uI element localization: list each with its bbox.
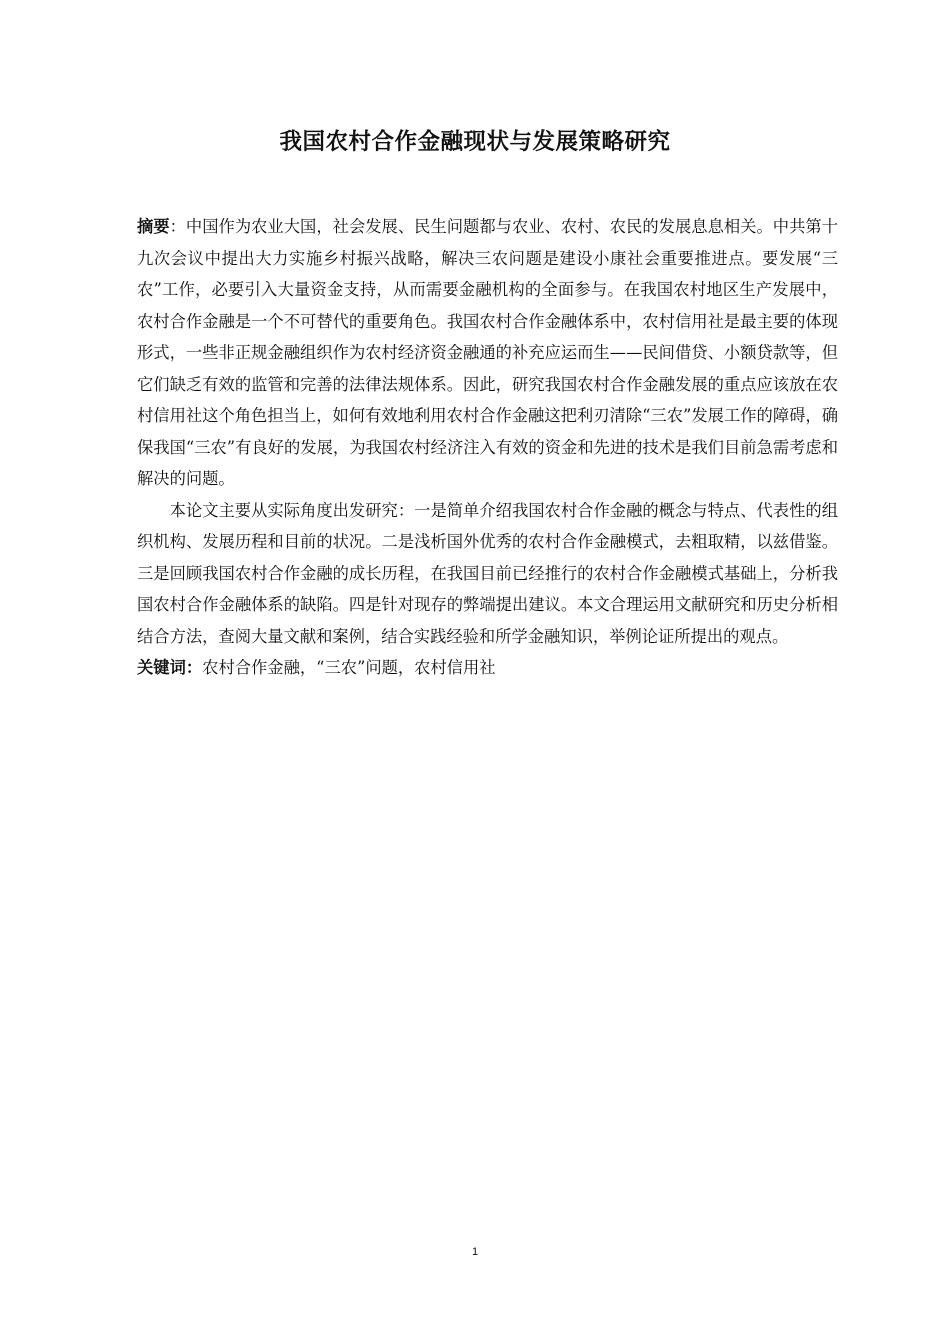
keywords-separator: ： xyxy=(185,658,203,677)
keywords-label: 关键词 xyxy=(137,658,186,677)
abstract-separator: ： xyxy=(169,217,186,236)
keywords-text: 农村合作金融，“三农”问题，农村信用社 xyxy=(202,658,496,677)
abstract-text: 中国作为农业大国，社会发展、民生问题都与农业、农村、农民的发展息息相关。中共第十九次会议中提出大力实施乡村振兴战略，解决三农问题是建设小康社会重要推进点。要发展“三农”工作，必要引入大量资金支持，从而需要金融机构的全面参与。在我国农村地区生产发展中，农村合作金融是一个不可替代的重要角色。我国农村合作金融体系中，农村信用社是最主要的体现形式，一些非正规金融组织作为农村经济资金融通的补充应运而生——民间借贷、小额贷款等，但它们缺乏有效的监管和完善的法律法规体系。因此，研究我国农村合作金融发展的重点应该放在农村信用社这个角色担当上，如何有效地利用农村合作金融这把利刃清除“三农”发展工作的障碍，确保我国“三农”有良好的发展，为我国农村经济注入有效的资金和先进的技术是我们目前急需考虑和解决的问题。 xyxy=(137,217,838,488)
abstract-label: 摘要 xyxy=(137,217,170,236)
abstract-paragraph xyxy=(137,211,838,495)
keywords-paragraph xyxy=(137,652,838,684)
document-title: 我国农村合作金融现状与发展策略研究 xyxy=(279,129,671,155)
body-paragraph: 本论文主要从实际角度出发研究：一是简单介绍我国农村合作金融的概念与特点、代表性的组织机构、发展历程和目前的状况。二是浅析国外优秀的农村合作金融模式，去粗取精，以兹借鉴。三是回顾我国农村合作金融的成长历程，在我国目前已经推行的农村合作金融模式基础上，分析我国农村合作金融体系的缺陷。四是针对现存的弊端提出建议。本文合理运用文献研究和历史分析相结合方法，查阅大量文献和案例，结合实践经验和所学金融知识，举例论证所提出的观点。 xyxy=(137,500,838,646)
page-number: 1 xyxy=(471,1246,479,1258)
document-body xyxy=(137,211,838,684)
